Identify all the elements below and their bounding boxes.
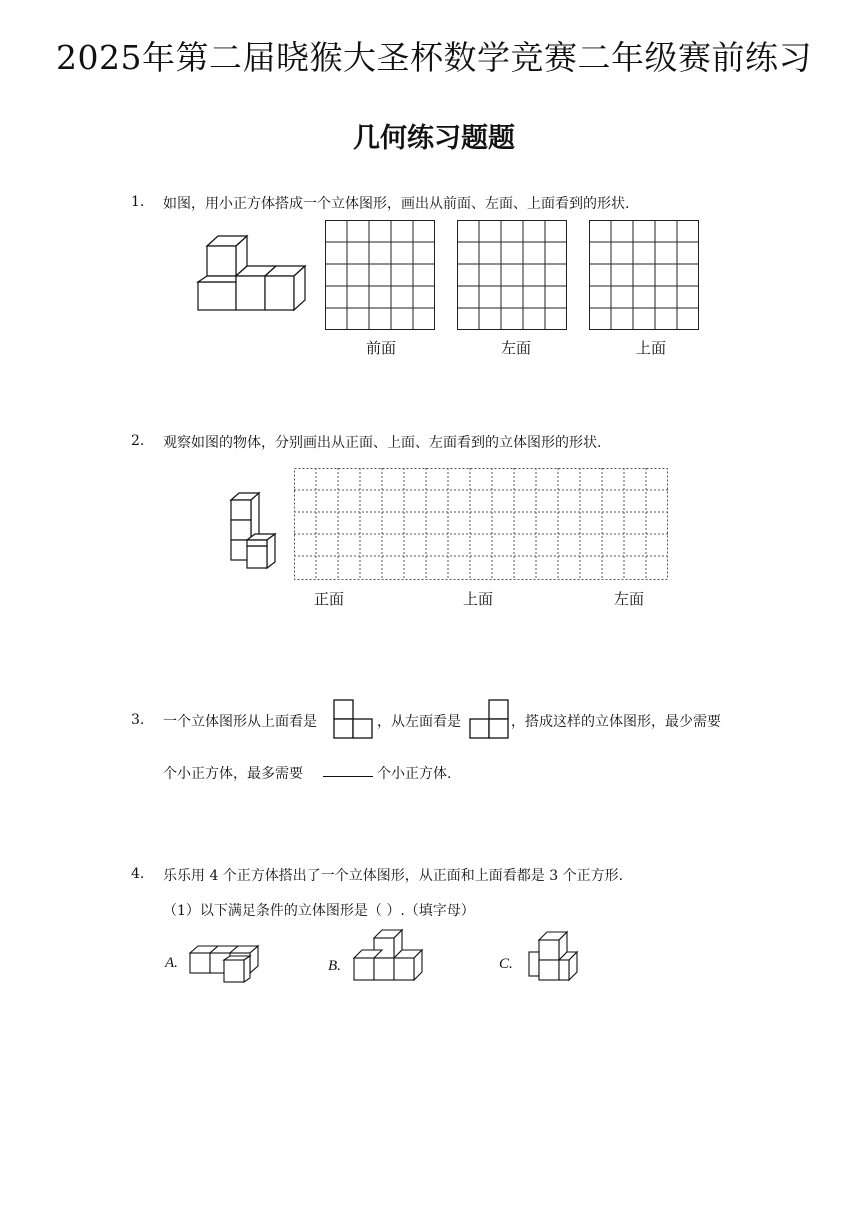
q1-grid-front [325,220,435,330]
question-4-text: 乐乐用 4 个正方体搭出了一个立体图形，从正面和上面看都是 3 个正方形. [163,868,624,884]
q1-grid-top [589,220,699,330]
question-4-number: 4. [131,866,145,882]
q3-answer-blank[interactable] [323,776,373,777]
question-2-text: 观察如图的物体，分别画出从正面、上面、左面看到的立体图形的形状. [163,435,602,451]
q4-option-a-label: A. [165,955,178,971]
q1-cube-figure [190,230,310,320]
q4-option-c-figure [525,928,581,984]
question-3-text-a: 一个立体图形从上面看是 [163,714,317,730]
q1-caption-top: 上面 [636,339,667,357]
question-3-text-d: 个小正方体，最多需要 [163,766,303,782]
question-2-number: 2. [131,433,145,449]
q2-dotted-grid [294,468,668,580]
question-4-subquestion: （1）以下满足条件的立体图形是（ ）.（填字母） [163,903,475,919]
page-title: 2025年第二届晓猴大圣杯数学竞赛二年级赛前练习 [56,38,812,77]
q3-top-view-shape [333,699,373,739]
question-1-number: 1. [131,194,145,210]
question-1-text: 如图，用小正方体搭成一个立体图形，画出从前面、左面、上面看到的形状. [163,196,630,212]
q3-left-view-shape [469,699,509,739]
q1-caption-front: 前面 [366,339,397,357]
question-3-text-b: ，从左面看是 [377,714,461,730]
question-3-text-e: 个小正方体. [377,766,452,782]
q4-option-c-label: C. [499,956,513,972]
q2-caption-left: 左面 [614,590,645,608]
q1-caption-left: 左面 [501,339,532,357]
q4-option-b-figure [352,928,430,982]
question-3-text-c: ，搭成这样的立体图形，最少需要 [511,714,721,730]
q4-option-a-figure [188,944,266,986]
question-3-number: 3. [131,712,145,728]
page-subtitle: 几何练习题题 [353,123,515,154]
q4-option-b-label: B. [328,958,341,974]
q2-caption-top: 上面 [463,590,494,608]
q2-caption-front: 正面 [314,590,345,608]
q1-grid-left [457,220,567,330]
q2-cube-figure [228,492,284,572]
